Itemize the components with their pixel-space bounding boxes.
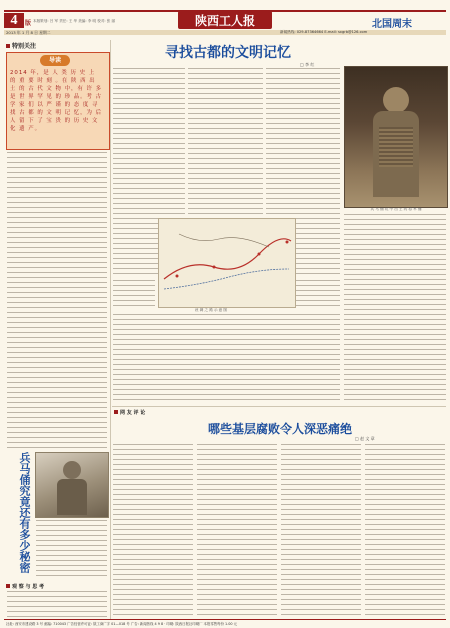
feature-text-lower [113, 314, 340, 404]
footer-bar [4, 619, 446, 620]
lower-title: 哪些基层腐败令人深恶痛绝 [208, 422, 353, 436]
edition-meta: 本版策划: 吕 军 责任: 王 华 美编: 李 明 校对: 张 丽 [33, 19, 116, 23]
feature-text-under2 [296, 280, 340, 310]
square-icon [6, 44, 10, 48]
feature-title: 寻找古都的文明记忆 [165, 46, 291, 61]
square-icon [6, 584, 10, 588]
lower-text-col3 [281, 444, 361, 616]
soldier-photo [35, 452, 109, 518]
photo-caption: 兵 马 俑 坑 中 出 土 的 将 军 俑 [370, 207, 422, 211]
lower-byline: □ 赵 文 章 [355, 436, 375, 441]
date-line: 2013 年 1 月 8 日 星期二 [6, 30, 51, 35]
intro-text: 2014 年，是 人 类 历 史 上 的 重 要 时 刻 。在 陕 西 出 土 的 古 代 文 物 中，有 许 多 是 世 界 罕 见 的 珍 品。考 古 学 家 们 以 严 谨 的 态 度 寻 找 古 都 的 文 明 记 忆，为 后 人 留 下 了 宝 贵 的 历 史 文 化 遗 产。 [10, 70, 103, 132]
map-caption: 丝 绸 之 路 示 意 图 [195, 308, 228, 312]
square-icon [114, 410, 118, 414]
lower-text-col2 [197, 444, 277, 616]
intro-badge: 导读 [40, 55, 70, 66]
vertical-headline: 兵马俑究竟还有多少秘密 [18, 452, 31, 573]
lower-text-col4 [365, 444, 445, 616]
section-name: 北国周末 [372, 19, 412, 30]
lower-text-col1 [113, 444, 193, 616]
general-photo [344, 66, 448, 208]
observe-label: 观 察 与 思 考 [6, 583, 44, 590]
left-article-text [7, 152, 107, 452]
masthead-text: 陕西工人报 [194, 14, 255, 28]
feature-text-right [344, 214, 446, 404]
subheader-bar [4, 30, 446, 35]
map-graphic [159, 219, 295, 307]
feature-byline: □ 李 红 [300, 62, 315, 67]
page-label: 版 [25, 20, 32, 27]
feature-text-under1 [113, 280, 155, 310]
page-number-block [4, 13, 24, 28]
bottom-left-text [7, 591, 107, 617]
page-number: 4 [10, 13, 18, 28]
special-focus-label: 特别关注 [6, 41, 36, 50]
left-lower-text [36, 520, 107, 578]
comments-label: 网 友 评 论 [114, 409, 145, 416]
footer-text: 社址: 西安市建设路 3 号 邮编: 710043 广告经营许可证: 陕工商广字 01—018 号 广告: 新闻热线 4 9 8 · 印刷: 陕西日报社印刷厂 本报零售每份 1.00 元 [6, 622, 237, 626]
contact-line: 新闻热线: 029-87364664 E-mail: sxgrb@126.com [280, 30, 368, 34]
silk-road-map [158, 218, 296, 308]
